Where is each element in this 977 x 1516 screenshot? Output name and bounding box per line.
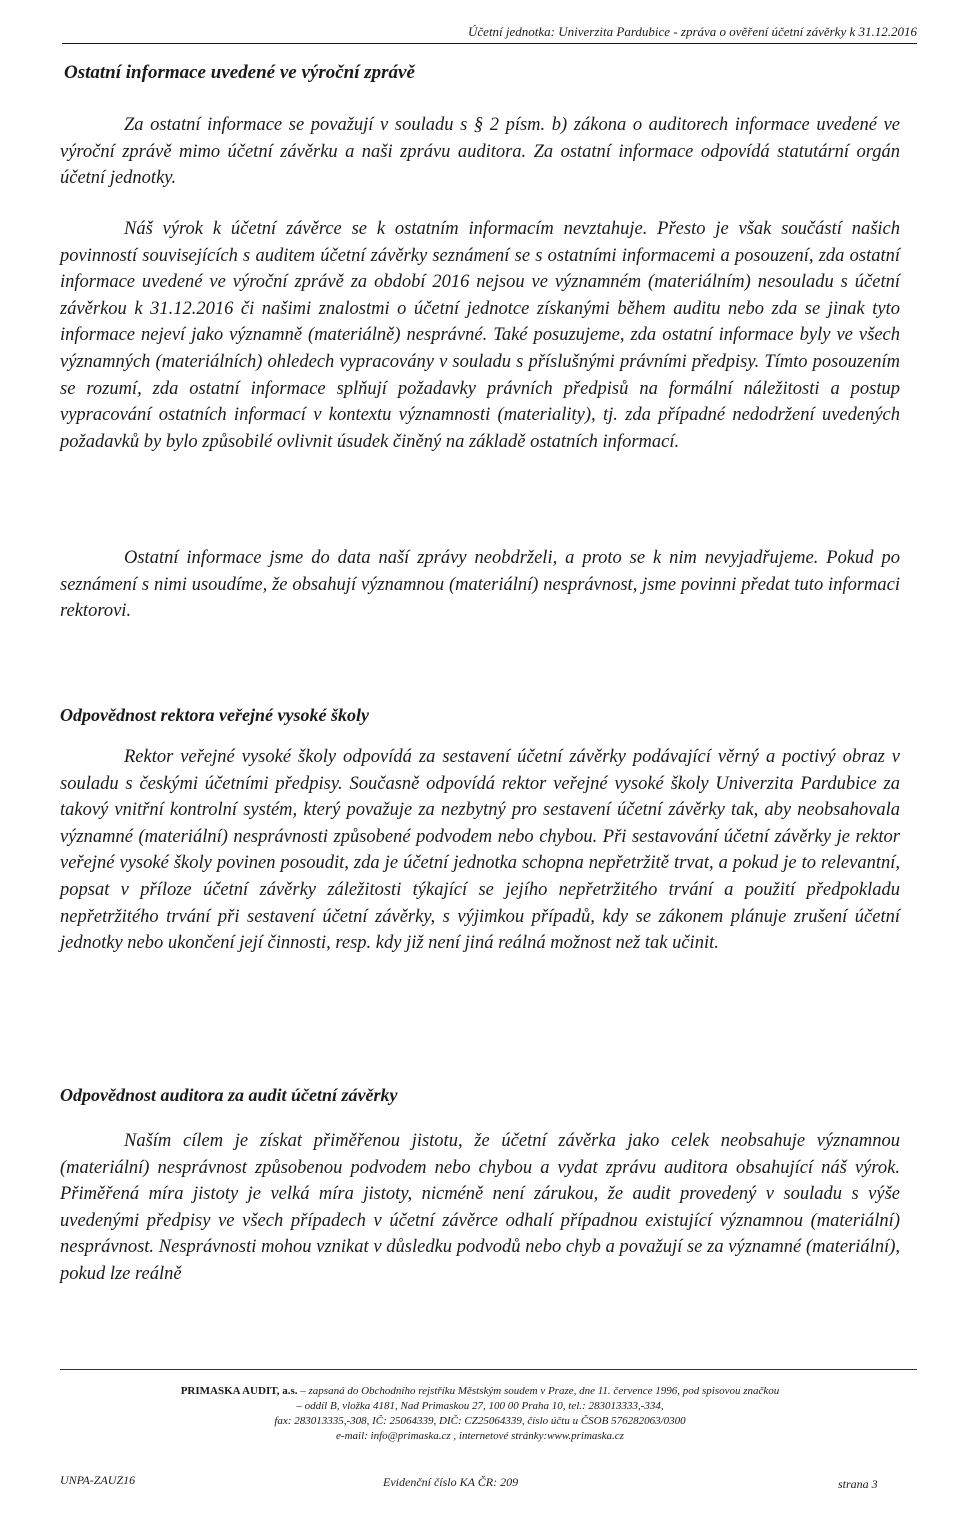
paragraph-auditor-responsibility: Naším cílem je získat přiměřenou jistotu, že účetní závěrka jako celek neobsahuje významnou (materiální) nesprávnost způsobenou podvodem nebo chybou a vydat zprávu auditora obsahující náš výrok. Přiměřená míra jistoty je velká míra jistoty, nicméně není zárukou, že audit provedený v souladu s výše uvedenými předpisy ve všech případech v účetní závěrce odhalí případnou existující významnou (materiální) nesprávnost. Nesprávnosti mohou vznikat v důsledku podvodů nebo chyb a považují se za významné (materiální), pokud lze reálně [60, 1131, 900, 1284]
heading-other-information: Ostatní informace uvedené ve výroční zprávě [64, 62, 415, 83]
paragraph-other-info-2: Náš výrok k účetní závěrce se k ostatním informacím nevztahuje. Přesto je však součástí našich povinností souvisejících s auditem účetní závěrky seznámení se s ostatními informacemi a posouzení, zda ostatní informace uvedené ve výroční zprávě za období 2016 nejsou ve významném (materiálním) nesouladu s účetní závěrkou k 31.12.2016 či našimi znalostmi o účetní jednotce získanými během auditu nebo zda se jinak tyto informace nejeví jako významně (materiálně) nesprávné. Také posuzujeme, zda ostatní informace byly ve všech významných (materiálních) ohledech vypracovány v souladu s příslušnými právními předpisy. Tímto posouzením se rozumí, zda ostatní informace splňují požadavky právních předpisů na formální náležitosti a postup vypracování ostatních informací v kontextu významnosti (materiality), tj. zda případné nedodržení uvedených požadavků by bylo způsobilé ovlivnit úsudek činěný na základě ostatních informací. [60, 219, 900, 452]
paragraph-other-info-1: Za ostatní informace se považují v souladu s § 2 písm. b) zákona o auditorech informace uvedené ve výroční zprávě mimo účetní závěrku a naši zprávu auditora. Za ostatní informace odpovídá statutární orgán účetní jednotky. [60, 115, 900, 189]
registration-number: Evidenční číslo KA ČR: 209 [383, 1475, 519, 1489]
page-number: strana 3 [838, 1477, 878, 1491]
footer-divider [60, 1369, 917, 1370]
paragraph-other-info-3: Ostatní informace jsme do data naší zprávy neobdrželi, a proto se k nim nevyjadřujeme. Pokud po seznámení s nimi usoudíme, že obsahují významnou (materiální) nesprávnost, jsme povinni předat tuto informaci rektorovi. [60, 548, 900, 622]
paragraph-rector-responsibility: Rektor veřejné vysoké školy odpovídá za sestavení účetní závěrky podávající věrný a poctivý obraz v souladu s českými účetními předpisy. Současně odpovídá rektor veřejné vysoké školy Univerzita Pardubice za takový vnitřní kontrolní systém, který považuje za nezbytný pro sestavení účetní závěrky tak, aby neobsahovala významné (materiální) nesprávnosti způsobené podvodem nebo chybou. Při sestavování účetní závěrky je rektor veřejné vysoké školy povinen posoudit, zda je účetní jednotka schopna nepřetržitě trvat, a pokud je to relevantní, popsat v příloze účetní závěrky záležitosti týkající se jejího nepřetržitého trvání a použití předpokladu nepřetržitého trvání při sestavení účetní závěrky, s výjimkou případů, kdy se zákonem plánuje zrušení účetní jednotky nebo ukončení její činnosti, resp. kdy již není jiná reálná možnost než tak učinit. [60, 747, 900, 954]
running-header: Účetní jednotka: Univerzita Pardubice - zpráva o ověření účetní závěrky k 31.12.2016 [62, 24, 917, 44]
footer-line-3: fax: 283013335,-308, IČ: 25064339, DIČ: CZ25064339, číslo účtu u ČSOB 576282063/0300 [274, 1415, 686, 1427]
document-code: UNPA-ZAUZ16 [60, 1473, 136, 1487]
footer-company-name: PRIMASKA AUDIT, a.s. [180, 1385, 298, 1397]
heading-rector-responsibility: Odpovědnost rektora veřejné vysoké školy [60, 705, 369, 725]
footer-line-4: e-mail: info@primaska.cz , internetové stránky:www.primaska.cz [336, 1430, 624, 1442]
footer-line-1: PRIMASKA AUDIT, a.s. – zapsaná do Obchodního rejstříku Městským soudem v Praze, dne 11. července 1996, pod spisovou značkou [180, 1385, 780, 1397]
heading-auditor-responsibility: Odpovědnost auditora za audit účetní závěrky [60, 1085, 398, 1105]
footer-company-info [60, 1384, 900, 1444]
footer-line-2: – oddíl B, vložka 4181, Nad Primaskou 27, 100 00 Praha 10, tel.: 283013333,-334, [296, 1400, 664, 1412]
